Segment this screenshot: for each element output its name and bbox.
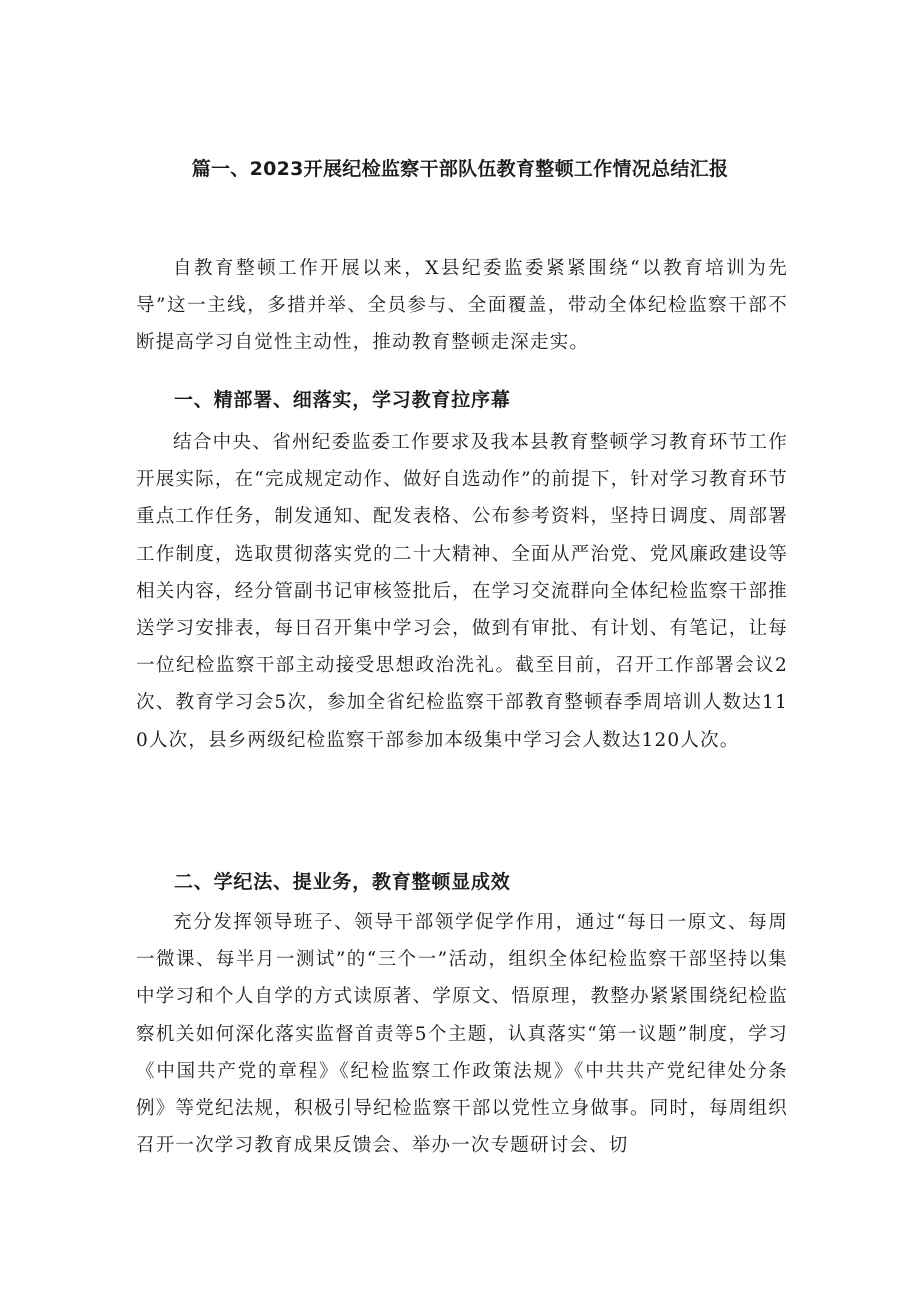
section-heading-two: 二、学纪法、提业务，教育整顿显成效	[174, 871, 511, 893]
section-paragraph-two: 充分发挥领导班子、领导干部领学促学作用，通过“每日一原文、每周一微课、每半月一测试”的“三个一”活动，组织全体纪检监察干部坚持以集中学习和个人自学的方式读原著、学原文、悟原理，教整办紧紧围绕纪检监察机关如何深化落实监督首责等5个主题，认真落实“第一议题”制度，学习《中国共产党的章程》《纪检监察工作政策法规》《中共共产党纪律处分条例》等党纪法规，积极引导纪检监察干部以党性立身做事。同时，每周组织召开一次学习教育成果反馈会、举办一次专题研讨会、切	[136, 912, 788, 1157]
section-paragraph-one: 结合中央、省州纪委监委工作要求及我本县教育整顿学习教育环节工作开展实际，在“完成规定动作、做好自选动作”的前提下，针对学习教育环节重点工作任务，制发通知、配发表格、公布参考资料，坚持日调度、周部署工作制度，选取贯彻落实党的二十大精神、全面从严治党、党风廉政建设等相关内容，经分管副书记审核签批后，在学习交流群向全体纪检监察干部推送学习安排表，每日召开集中学习会，做到有审批、有计划、有笔记，让每一位纪检监察干部主动接受思想政治洗礼。截至目前，召开工作部署会议2次、教育学习会5次，参加全省纪检监察干部教育整顿春季周培训人数达110人次，县乡两级纪检监察干部参加本级集中学习会人数达120人次。	[136, 432, 788, 751]
document-title: 篇一、2023开展纪检监察干部队伍教育整顿工作情况总结汇报	[191, 158, 729, 180]
section-heading-one: 一、精部署、细落实，学习教育拉序幕	[174, 389, 511, 411]
intro-paragraph: 自教育整顿工作开展以来，X县纪委监委紧紧围绕“以教育培训为先导”这一主线，多措并举、全员参与、全面覆盖，带动全体纪检监察干部不断提高学习自觉性主动性，推动教育整顿走深走实。	[136, 258, 788, 354]
